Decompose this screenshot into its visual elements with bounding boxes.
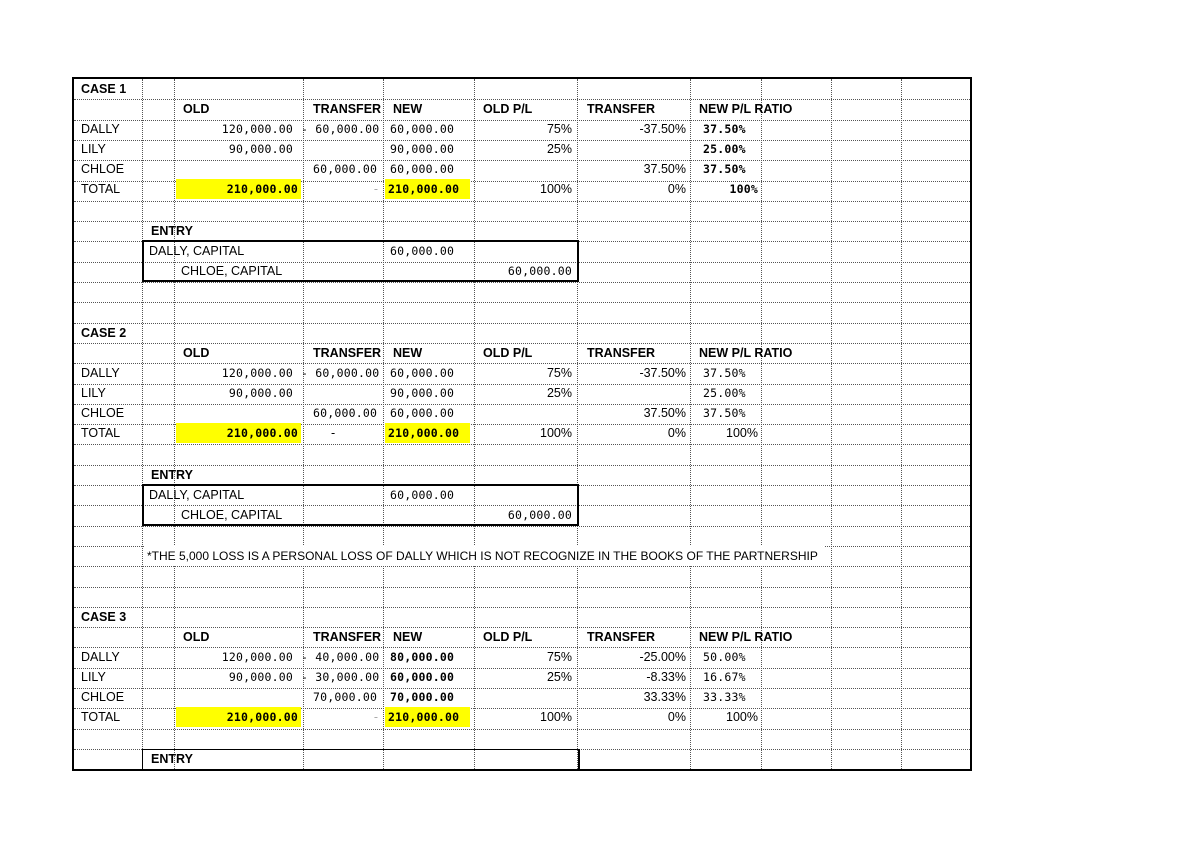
grid-row-line xyxy=(74,404,970,405)
cell-new-total: 210,000.00 xyxy=(385,423,470,443)
entry-box-right-border xyxy=(578,749,580,771)
cell-new: 60,000.00 xyxy=(390,122,455,136)
row-name: TOTAL xyxy=(81,182,121,196)
grid-row-line xyxy=(74,688,970,689)
header-new: NEW xyxy=(393,346,423,360)
cell-old: 120,000.00 xyxy=(221,650,293,664)
cell-new: 60,000.00 xyxy=(390,366,455,380)
cell-new-pl: 25.00% xyxy=(703,142,746,156)
entry-debit-account: DALLY, CAPITAL xyxy=(149,244,245,258)
header-old: OLD xyxy=(183,346,210,360)
row-name: CHLOE xyxy=(81,162,125,176)
cell-old-total: 210,000.00 xyxy=(176,179,301,199)
cell-old-pl: 75% xyxy=(546,650,572,664)
grid-row-line xyxy=(74,587,970,588)
cell-new-pl: 37.50% xyxy=(703,162,746,176)
cell-new: 60,000.00 xyxy=(390,162,455,176)
case-2-title: CASE 2 xyxy=(81,326,127,340)
row-name: DALLY xyxy=(81,122,120,136)
row-name: DALLY xyxy=(81,366,120,380)
entry-label: ENTRY xyxy=(151,468,193,482)
grid-column-line xyxy=(901,79,902,769)
header-old-pl: OLD P/L xyxy=(483,102,533,116)
cell-pl-transfer: 33.33% xyxy=(643,690,686,704)
cell-old-pl: 100% xyxy=(540,710,572,724)
grid-row-line xyxy=(74,221,970,222)
grid-column-line xyxy=(142,79,143,769)
cell-old-pl: 75% xyxy=(546,366,572,380)
row-name: TOTAL xyxy=(81,710,121,724)
grid-column-line xyxy=(761,79,762,769)
cell-old-pl: 100% xyxy=(540,182,572,196)
cell-transfer: 60,000.00 xyxy=(313,162,378,176)
cell-transfer: - 40,000.00 xyxy=(301,650,380,664)
entry-debit-amount: 60,000.00 xyxy=(390,244,455,258)
grid-row-line xyxy=(74,607,970,608)
header-old: OLD xyxy=(183,630,210,644)
cell-pl-transfer: 0% xyxy=(667,426,686,440)
spreadsheet xyxy=(72,77,972,771)
entry-box-top-border xyxy=(142,749,579,750)
cell-new: 90,000.00 xyxy=(390,386,455,400)
header-new: NEW xyxy=(393,630,423,644)
row-name: LILY xyxy=(81,386,106,400)
entry-credit-account: CHLOE, CAPITAL xyxy=(181,264,283,278)
cell-old-total: 210,000.00 xyxy=(176,423,301,443)
entry-credit-amount: 60,000.00 xyxy=(507,264,572,278)
cell-old: 90,000.00 xyxy=(228,670,293,684)
row-name: LILY xyxy=(81,142,106,156)
cell-new-total: 210,000.00 xyxy=(385,179,470,199)
cell-pl-transfer: 37.50% xyxy=(643,406,686,420)
note-text: *THE 5,000 LOSS IS A PERSONAL LOSS OF DALLY WHICH IS NOT RECOGNIZE IN THE BOOKS OF THE PARTNERSHIP xyxy=(144,546,824,566)
cell-transfer: 60,000.00 xyxy=(313,406,378,420)
grid-row-line xyxy=(74,160,970,161)
cell-pl-transfer: 37.50% xyxy=(643,162,686,176)
entry-label: ENTRY xyxy=(151,752,193,766)
header-pl-transfer: TRANSFER xyxy=(587,346,656,360)
grid-row-line xyxy=(74,282,970,283)
cell-old-pl: 75% xyxy=(546,122,572,136)
grid-row-line xyxy=(74,526,970,527)
cell-old: 120,000.00 xyxy=(221,122,293,136)
grid-column-line xyxy=(383,79,384,769)
cell-new-pl: 33.33% xyxy=(703,690,746,704)
cell-old-pl: 100% xyxy=(540,426,572,440)
cell-new-pl: 37.50% xyxy=(703,406,746,420)
case-3-title: CASE 3 xyxy=(81,610,127,624)
grid-row-line xyxy=(74,302,970,303)
entry-label: ENTRY xyxy=(151,224,193,238)
header-pl-transfer: TRANSFER xyxy=(587,630,656,644)
cell-old-pl: 25% xyxy=(546,670,572,684)
cell-new-pl: 37.50% xyxy=(703,366,746,380)
grid-row-line xyxy=(74,444,970,445)
cell-new: 60,000.00 xyxy=(390,670,455,684)
row-name: DALLY xyxy=(81,650,120,664)
header-transfer: TRANSFER xyxy=(313,346,382,360)
cell-new: 90,000.00 xyxy=(390,142,455,156)
cell-old-pl: 25% xyxy=(546,142,572,156)
header-old-pl: OLD P/L xyxy=(483,630,533,644)
cell-transfer: - 30,000.00 xyxy=(301,670,380,684)
cell-pl-transfer: -37.50% xyxy=(639,366,686,380)
cell-new: 80,000.00 xyxy=(390,650,455,664)
row-name: CHLOE xyxy=(81,406,125,420)
cell-pl-transfer: 0% xyxy=(667,182,686,196)
cell-transfer: - 60,000.00 xyxy=(301,366,380,380)
cell-old: 90,000.00 xyxy=(228,386,293,400)
row-name: CHLOE xyxy=(81,690,125,704)
cell-new-pl: 100% xyxy=(726,710,758,724)
case-1-title: CASE 1 xyxy=(81,82,127,96)
header-pl-transfer: TRANSFER xyxy=(587,102,656,116)
row-name: TOTAL xyxy=(81,426,121,440)
grid-row-line xyxy=(74,465,970,466)
grid-column-line xyxy=(831,79,832,769)
cell-transfer: 70,000.00 xyxy=(313,690,378,704)
entry-debit-amount: 60,000.00 xyxy=(390,488,455,502)
entry-debit-account: DALLY, CAPITAL xyxy=(149,488,245,502)
header-new-pl-ratio: NEW P/L RATIO xyxy=(699,630,793,644)
cell-new-pl: 100% xyxy=(729,182,758,196)
header-old: OLD xyxy=(183,102,210,116)
header-old-pl: OLD P/L xyxy=(483,346,533,360)
cell-new-pl: 37.50% xyxy=(703,122,746,136)
header-new-pl-ratio: NEW P/L RATIO xyxy=(699,102,793,116)
entry-box-left-border xyxy=(142,749,143,771)
cell-transfer: - xyxy=(373,710,378,724)
header-transfer: TRANSFER xyxy=(313,630,382,644)
cell-pl-transfer: -37.50% xyxy=(639,122,686,136)
cell-old: 120,000.00 xyxy=(221,366,293,380)
header-transfer: TRANSFER xyxy=(313,102,382,116)
cell-old-pl: 25% xyxy=(546,386,572,400)
cell-pl-transfer: -8.33% xyxy=(646,670,686,684)
cell-transfer: - xyxy=(373,182,378,196)
grid-row-line xyxy=(74,729,970,730)
grid-row-line xyxy=(74,323,970,324)
header-new: NEW xyxy=(393,102,423,116)
cell-pl-transfer: 0% xyxy=(667,710,686,724)
entry-credit-account: CHLOE, CAPITAL xyxy=(181,508,283,522)
cell-new-pl: 25.00% xyxy=(703,386,746,400)
cell-old-total: 210,000.00 xyxy=(176,707,301,727)
cell-new: 70,000.00 xyxy=(390,690,455,704)
cell-new-pl: 50.00% xyxy=(703,650,746,664)
cell-new-pl: 100% xyxy=(726,426,758,440)
row-name: LILY xyxy=(81,670,106,684)
cell-old: 90,000.00 xyxy=(228,142,293,156)
entry-credit-amount: 60,000.00 xyxy=(507,508,572,522)
grid-row-line xyxy=(74,566,970,567)
grid-row-line xyxy=(74,201,970,202)
cell-transfer: - xyxy=(331,426,336,440)
cell-transfer: - 60,000.00 xyxy=(301,122,380,136)
cell-new-pl: 16.67% xyxy=(703,670,746,684)
cell-new: 60,000.00 xyxy=(390,406,455,420)
header-new-pl-ratio: NEW P/L RATIO xyxy=(699,346,793,360)
cell-new-total: 210,000.00 xyxy=(385,707,470,727)
cell-pl-transfer: -25.00% xyxy=(639,650,686,664)
